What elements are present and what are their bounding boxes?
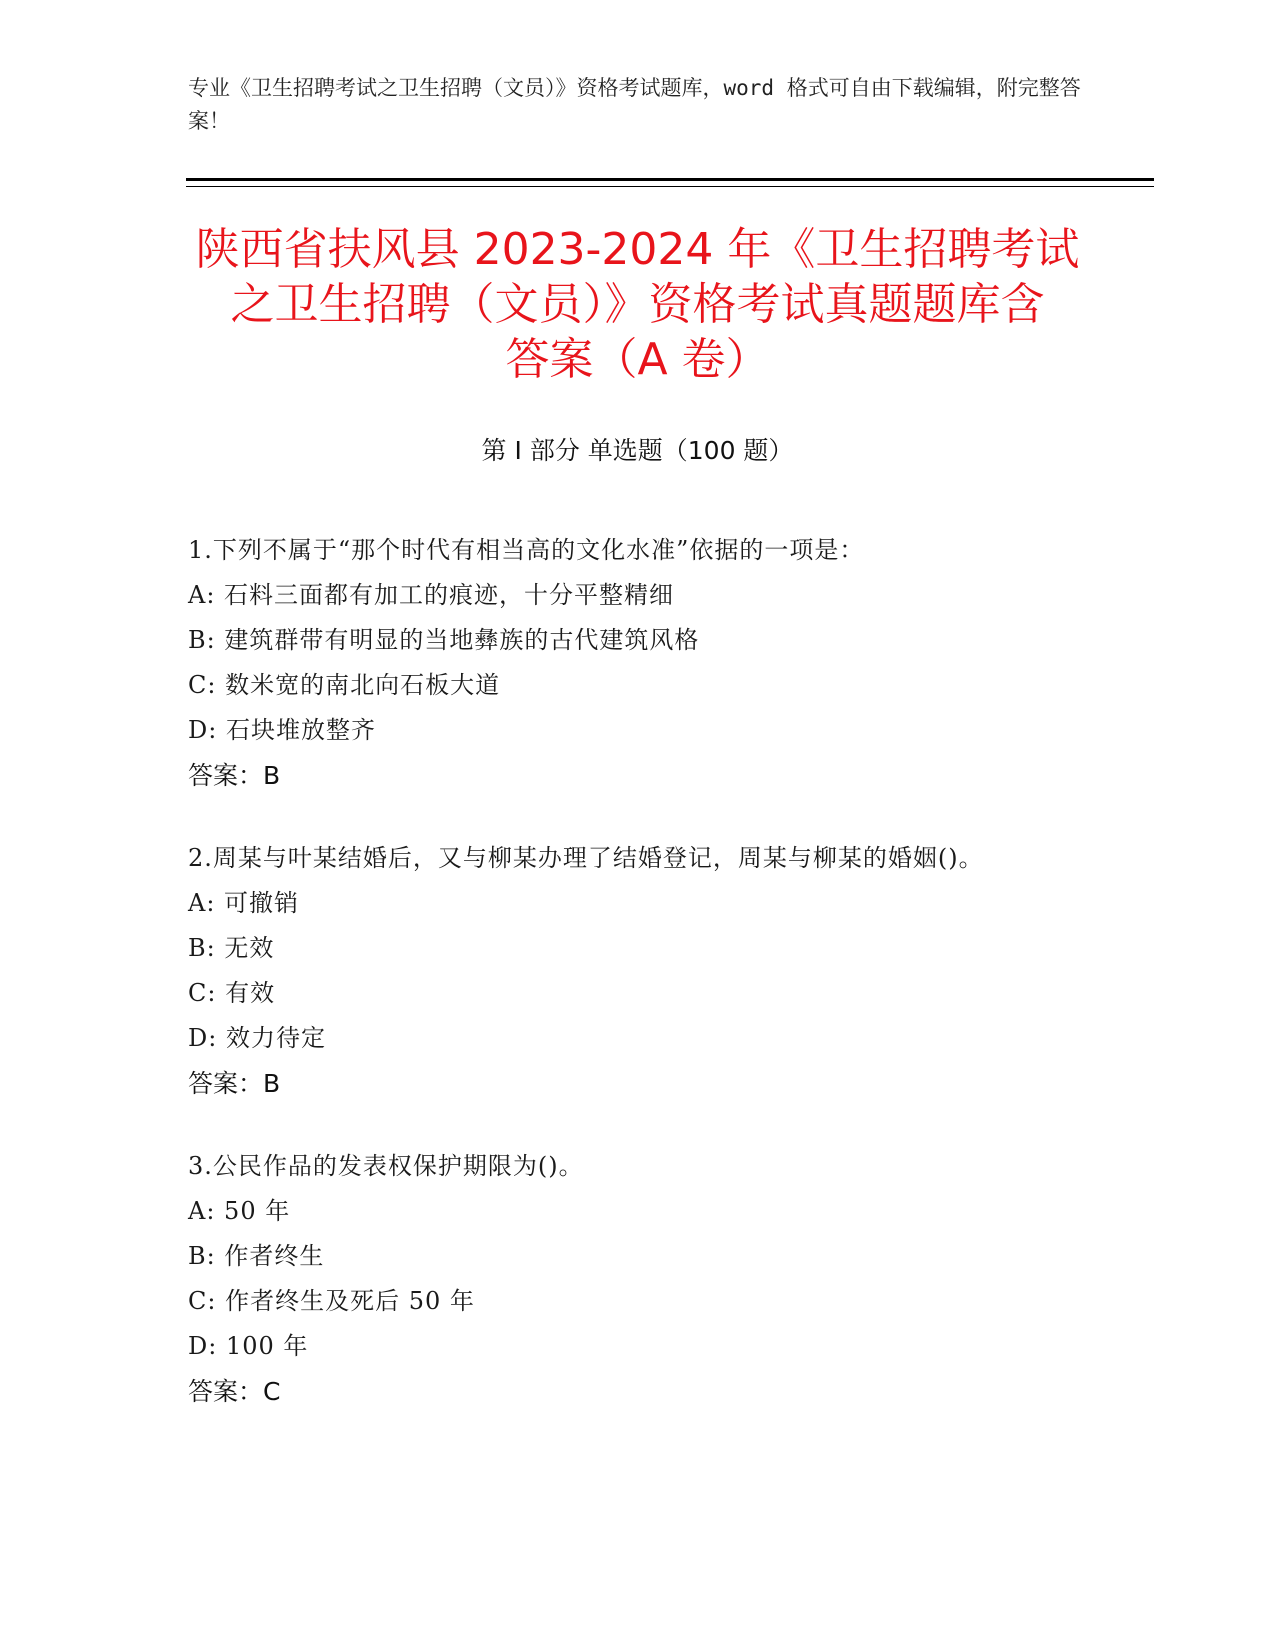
question-stem: 3.公民作品的发表权保护期限为()。 <box>188 1152 584 1180</box>
option-b: B: 无效 <box>188 934 275 962</box>
answer-line: 答案：C <box>188 1377 281 1406</box>
document-title <box>160 222 1115 387</box>
option-c: C: 作者终生及死后 50 年 <box>188 1287 475 1315</box>
option-d: D: 100 年 <box>188 1332 309 1360</box>
section-heading: 第 I 部分 单选题（100 题） <box>481 436 794 465</box>
title-line-2: 之卫生招聘（文员）》资格考试真题题库含 <box>230 279 1045 330</box>
question-3 <box>188 1144 1068 1414</box>
question-1 <box>188 528 1068 798</box>
answer-line: 答案：B <box>188 1069 281 1098</box>
question-stem: 2.周某与叶某结婚后，又与柳某办理了结婚登记，周某与柳某的婚姻()。 <box>188 844 984 872</box>
header-note: 专业《卫生招聘考试之卫生招聘（文员）》资格考试题库，word 格式可自由下载编辑，附完整答案！ <box>188 76 1081 133</box>
question-2 <box>188 836 1068 1106</box>
header-rule-thick <box>186 178 1154 181</box>
option-d: D: 石块堆放整齐 <box>188 716 376 744</box>
option-a: A: 50 年 <box>188 1197 291 1225</box>
option-b: B: 作者终生 <box>188 1242 325 1270</box>
option-a: A: 可撤销 <box>188 889 300 917</box>
option-c: C: 有效 <box>188 979 276 1007</box>
title-line-1: 陕西省扶风县 2023-2024 年《卫生招聘考试 <box>195 224 1080 275</box>
question-list <box>188 528 1068 1452</box>
title-line-3: 答案（A 卷） <box>505 334 770 385</box>
answer-line: 答案：B <box>188 761 281 790</box>
header-rule-thin <box>186 186 1154 187</box>
option-d: D: 效力待定 <box>188 1024 326 1052</box>
option-c: C: 数米宽的南北向石板大道 <box>188 671 501 699</box>
question-stem: 1.下列不属于“那个时代有相当高的文化水准”依据的一项是： <box>188 536 865 564</box>
option-b: B: 建筑群带有明显的当地彝族的古代建筑风格 <box>188 626 700 654</box>
option-a: A: 石料三面都有加工的痕迹，十分平整精细 <box>188 581 675 609</box>
